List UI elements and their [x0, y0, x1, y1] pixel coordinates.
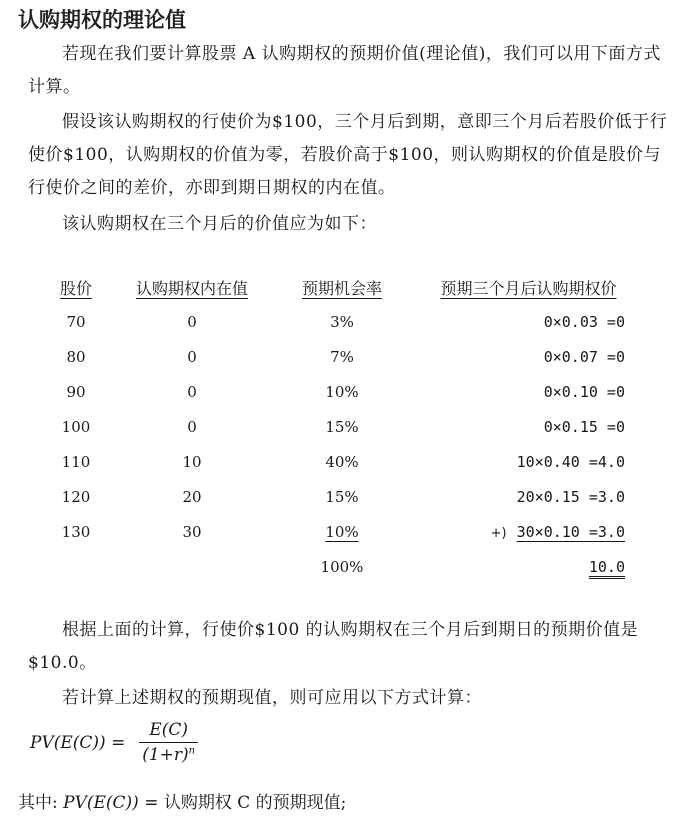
formula-lhs: PV(E(C)) = — [30, 732, 126, 753]
cell-intrinsic: 0 — [187, 312, 197, 331]
table-row — [40, 514, 645, 549]
cell-calculation: +) 30×0.10 =3.0 — [490, 522, 625, 541]
cell-intrinsic: 0 — [187, 417, 197, 436]
table-row — [40, 444, 645, 479]
table-header-row — [40, 270, 645, 304]
cell-price: 110 — [61, 452, 91, 471]
cell-calculation: 10×0.40 =4.0 — [516, 452, 625, 471]
table-total-row — [40, 549, 645, 584]
cell-probability: 10% — [325, 522, 359, 541]
cell-calculation: 0×0.07 =0 — [543, 347, 625, 366]
cell-probability: 3% — [330, 312, 354, 331]
where-definition: 其中: PV(E(C)) = 认购期权 C 的预期现值; — [18, 793, 347, 813]
formula-numerator: E(C) — [139, 720, 198, 743]
cell-calculation: 20×0.15 =3.0 — [516, 487, 625, 506]
total-probability: 100% — [320, 557, 364, 576]
cell-price: 90 — [66, 382, 86, 401]
header-expected-value: 预期三个月后认购期权价 — [440, 278, 617, 298]
pv-intro: 若计算上述期权的预期现值，则可应用以下方式计算： — [62, 688, 482, 708]
header-probability: 预期机会率 — [301, 278, 382, 298]
pv-formula — [30, 720, 198, 765]
cell-probability: 40% — [325, 452, 359, 471]
intro-paragraph: 若现在我们要计算股票 A 认购期权的预期价值(理论值)，我们可以用下面方式计算。 — [28, 44, 661, 97]
table-row — [40, 409, 645, 444]
cell-probability: 15% — [325, 487, 359, 506]
cell-price: 120 — [61, 487, 91, 506]
formula-fraction — [139, 720, 198, 765]
cell-price: 100 — [61, 417, 91, 436]
section-title: 认购期权的理论值 — [18, 8, 186, 32]
option-value-table — [40, 270, 645, 584]
cell-calculation: 0×0.15 =0 — [543, 417, 625, 436]
addition-sign: +) — [490, 525, 507, 541]
table-row — [40, 374, 645, 409]
cell-probability: 10% — [325, 382, 359, 401]
cell-intrinsic: 0 — [187, 382, 197, 401]
cell-probability: 7% — [330, 347, 354, 366]
assumption-paragraph: 假设该认购期权的行使价为$100，三个月后到期，意即三个月后若股价低于行使价$100，认购期权的价值为零，若股价高于$100，则认购期权的价值是股价与行使价之间的差价，亦即到期日期权的内在值。 — [28, 112, 668, 198]
formula-denominator: $(1+r)^n$ — [142, 745, 196, 765]
cell-price: 80 — [66, 347, 86, 366]
table-intro: 该认购期权在三个月后的价值应为如下： — [62, 214, 377, 234]
cell-intrinsic: 0 — [187, 347, 197, 366]
header-intrinsic: 认购期权内在值 — [135, 278, 248, 298]
cell-intrinsic: 20 — [182, 487, 202, 506]
cell-probability: 15% — [325, 417, 359, 436]
header-price: 股价 — [59, 278, 92, 298]
table-row — [40, 339, 645, 374]
total-value: 10.0 — [588, 557, 625, 576]
cell-calculation: 0×0.03 =0 — [543, 312, 625, 331]
table-row — [40, 479, 645, 514]
conclusion-paragraph: 根据上面的计算，行使价$100 的认购期权在三个月后到期日的预期价值是$10.0。 — [28, 620, 639, 673]
cell-price: 70 — [66, 312, 86, 331]
cell-intrinsic: 30 — [182, 522, 202, 541]
cell-price: 130 — [61, 522, 91, 541]
cell-calculation: 0×0.10 =0 — [543, 382, 625, 401]
cell-intrinsic: 10 — [182, 452, 202, 471]
table-row — [40, 304, 645, 339]
